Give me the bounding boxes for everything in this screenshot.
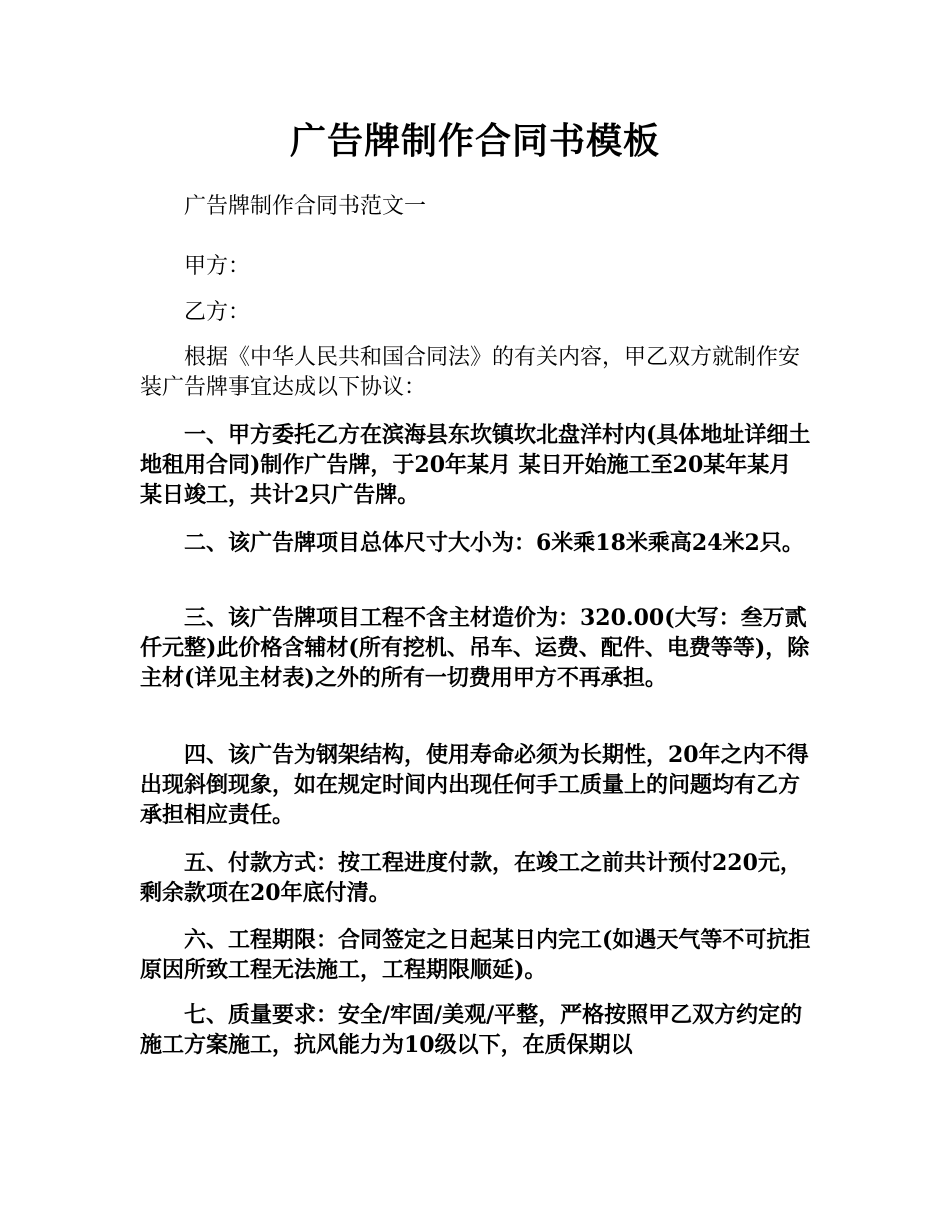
paragraph-clause-6: 六、工程期限：合同签定之日起某日内完工(如遇天气等不可抗拒原因所致工程无法施工，工程期限顺延)。 [140,927,811,983]
document-title: 广告牌制作合同书模板 [289,121,660,162]
paragraph-subtitle: 广告牌制作合同书范文一 [184,194,427,219]
paragraph-party-a: 甲方： [184,254,251,279]
paragraph-clause-1: 一、甲方委托乙方在滨海县东坎镇坎北盘洋村内(具体地址详细土地租用合同)制作广告牌，于20年某月 某日开始施工至20某年某月某日竣工，共计2只广告牌。 [140,422,811,508]
paragraph-clause-4: 四、该广告为钢架结构，使用寿命必须为长期性，20年之内不得出现斜倒现象，如在规定时间内出现任何手工质量上的问题均有乙方承担相应责任。 [140,742,809,828]
paragraph-party-b: 乙方： [184,300,251,325]
paragraph-clause-5: 五、付款方式：按工程进度付款，在竣工之前共计预付220元，剩余款项在20年底付清。 [140,850,802,906]
paragraph-clause-2: 二、该广告牌项目总体尺寸大小为：6米乘18米乘高24米2只。 [184,530,804,556]
paragraph-clause-3: 三、该广告牌项目工程不含主材造价为：320.00(大写：叁万贰仟元整)此价格含辅材(所有挖机、吊车、运费、配件、电费等等)，除主材(详见主材表)之外的所有一切费用甲方不再承担。 [140,605,810,691]
paragraph-preamble: 根据《中华人民共和国合同法》的有关内容，甲乙双方就制作安装广告牌事宜达成以下协议： [140,345,801,400]
paragraph-clause-7: 七、质量要求：安全/牢固/美观/平整，严格按照甲乙双方约定的施工方案施工，抗风能力为10级以下，在质保期以 [140,1002,803,1058]
